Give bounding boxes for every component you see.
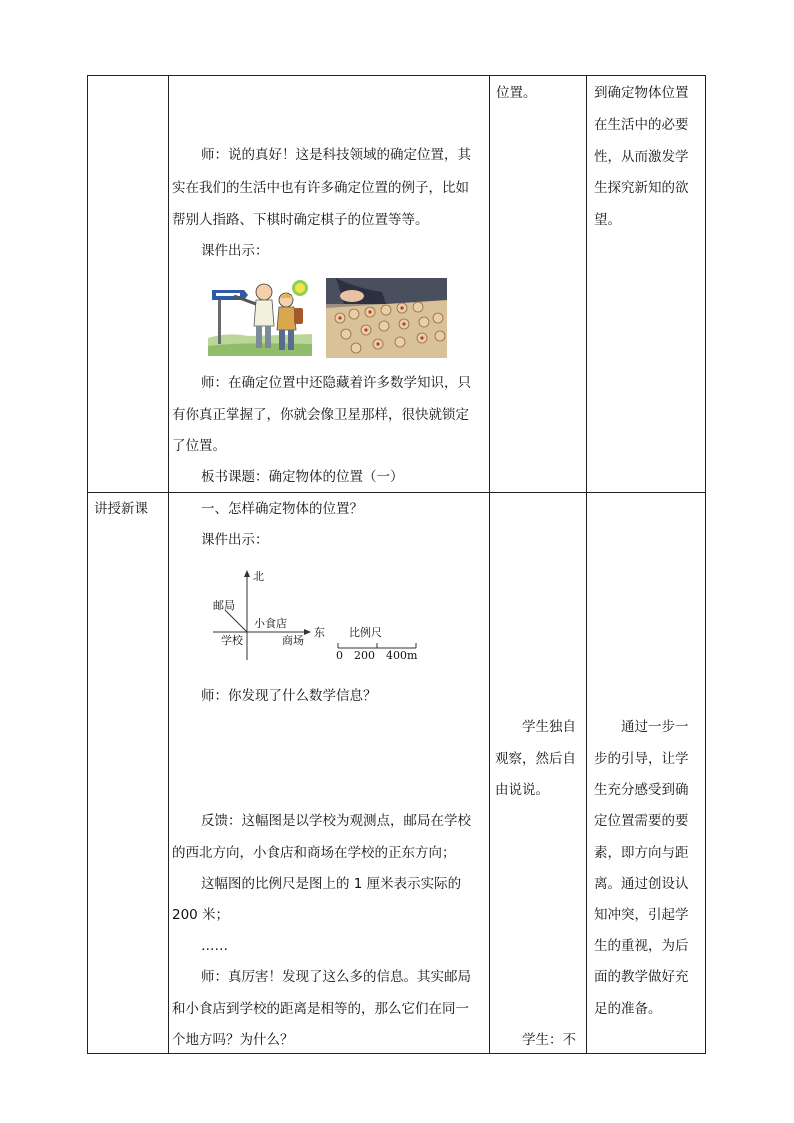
row2-purpose-line7: 知冲突，引起学 — [594, 907, 689, 923]
map-scale-tick-0: 0 — [336, 649, 343, 662]
map-market-label: 商场 — [282, 634, 304, 647]
row2-purpose-line1: 通过一步一 — [621, 719, 689, 735]
teacher-para3-line2: 和小食店到学校的距离是相等的，那么它们在同一 — [172, 1001, 469, 1017]
map-east-label: 东 — [314, 626, 325, 639]
row2-purpose-line2: 步的引导，让学 — [594, 751, 689, 767]
row-divider — [88, 492, 705, 493]
teacher-para1-line1: 师：说的真好！这是科技领域的确定位置，其 — [201, 147, 471, 163]
row2-purpose-line4: 定位置需要的要 — [594, 813, 689, 829]
row2-purpose-line3: 生充分感受到确 — [594, 782, 689, 798]
teacher-para2-line1: 师：在确定位置中还隐藏着许多数学知识，只 — [201, 375, 471, 391]
row1-purpose-line2: 在生活中的必要 — [594, 117, 689, 133]
teacher-para1-line2: 实在我们的生活中也有许多确定位置的例子，比如 — [172, 180, 469, 196]
directions-illustration — [208, 276, 312, 356]
section-heading: 一、怎样确定物体的位置？ — [201, 501, 363, 517]
map-scale-title: 比例尺 — [349, 626, 382, 639]
row2-student-bottom: 学生：不 — [522, 1032, 576, 1048]
column-divider-2 — [489, 76, 490, 1053]
row1-purpose-line4: 生探究新知的欲 — [594, 180, 689, 196]
row2-student-line3: 由说说。 — [495, 782, 549, 798]
courseware-label-2: 课件出示： — [201, 532, 269, 548]
row1-purpose-line1: 到确定物体位置 — [594, 85, 689, 101]
column-divider-1 — [168, 76, 169, 1053]
row2-purpose-line10: 足的准备。 — [594, 1001, 662, 1017]
courseware-label: 课件出示： — [201, 243, 269, 259]
map-north-label: 北 — [253, 570, 264, 583]
row1-purpose-line3: 性，从而激发学 — [594, 149, 689, 165]
map-snack-shop-label: 小食店 — [254, 617, 287, 630]
teacher-para1-line3: 帮别人指路、下棋时确定棋子的位置等等。 — [172, 212, 429, 228]
teacher-para3-line1: 师：真厉害！发现了这么多的信息。其实邮局 — [201, 969, 471, 985]
teacher-para3-line3: 个地方吗？为什么？ — [172, 1032, 294, 1048]
feedback-line4: 200 米； — [172, 907, 230, 923]
map-scale-tick-200: 200 — [354, 649, 375, 662]
row1-purpose-line5: 望。 — [594, 212, 621, 228]
chess-photo — [326, 278, 447, 358]
teacher-para2-line3: 了位置。 — [172, 438, 226, 454]
map-post-office-label: 邮局 — [213, 599, 235, 612]
feedback-line2: 的西北方向，小食店和商场在学校的正东方向； — [172, 845, 456, 861]
row2-student-line2: 观察，然后自 — [495, 751, 576, 767]
row2-purpose-line5: 素，即方向与距 — [594, 845, 689, 861]
feedback-line1: 反馈：这幅图是以学校为观测点，邮局在学校 — [201, 813, 471, 829]
feedback-line5: …… — [201, 938, 228, 954]
column-divider-3 — [586, 76, 587, 1053]
board-title: 板书课题：确定物体的位置（一） — [201, 469, 404, 485]
row1-student-activity: 位置。 — [496, 85, 537, 101]
row2-student-line1: 学生独自 — [522, 719, 576, 735]
row2-purpose-line8: 生的重视，为后 — [594, 938, 689, 954]
stage-label: 讲授新课 — [94, 501, 148, 517]
teacher-question: 师：你发现了什么数学信息？ — [201, 688, 377, 704]
row2-purpose-line9: 面的教学做好充 — [594, 969, 689, 985]
teacher-para2-line2: 有你真正掌握了，你就会像卫星那样，很快就锁定 — [172, 407, 469, 423]
map-school-label: 学校 — [221, 634, 243, 647]
map-scale-tick-400: 400m — [386, 649, 418, 662]
row2-purpose-line6: 离。通过创设认 — [594, 876, 689, 892]
feedback-line3: 这幅图的比例尺是图上的 1 厘米表示实际的 — [201, 876, 462, 892]
